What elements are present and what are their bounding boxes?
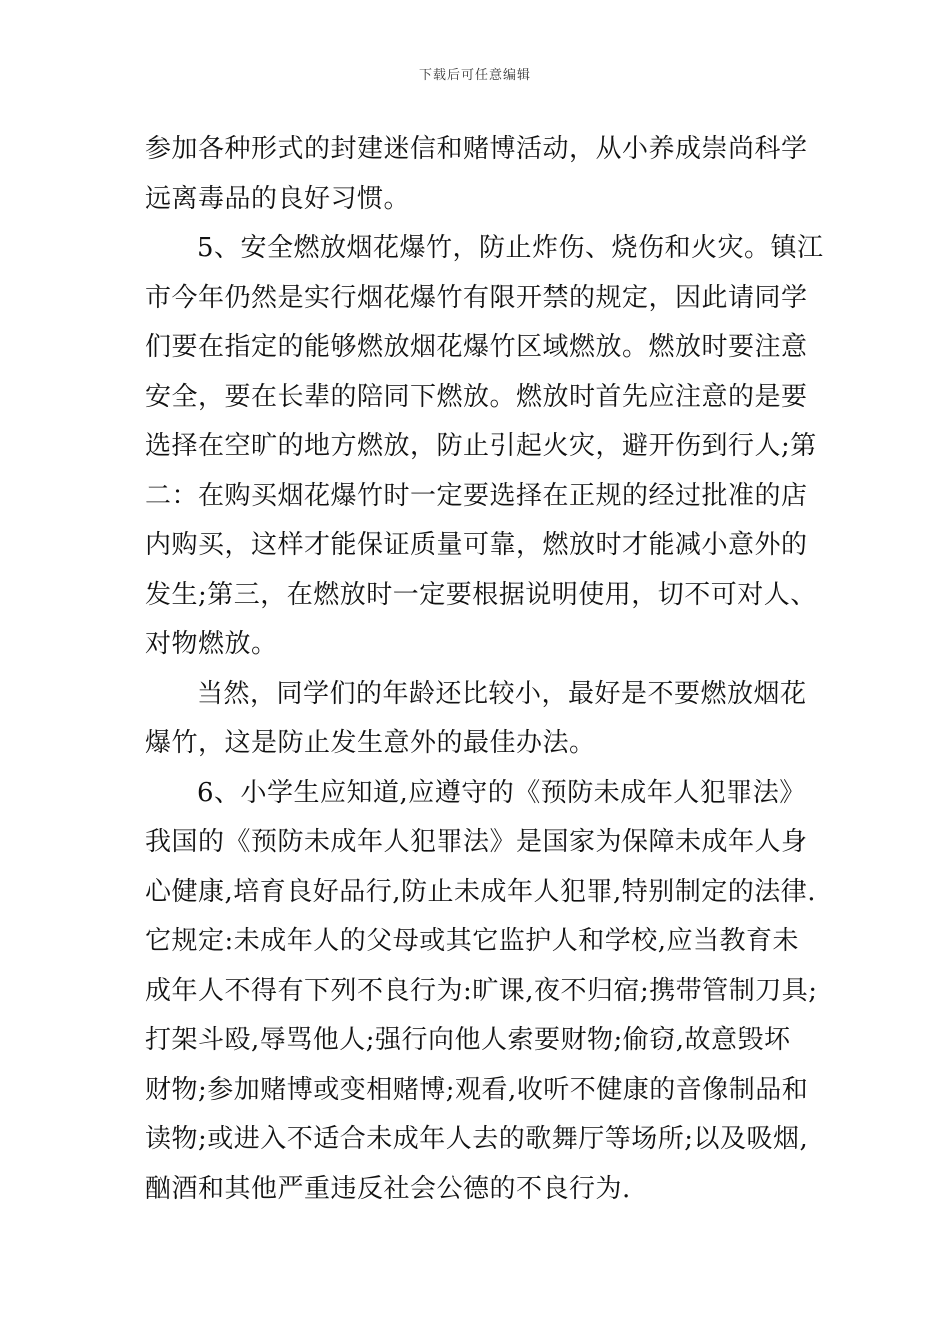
text-line: 打架斗殴,辱骂他人;强行向他人索要财物;偷窃,故意毁坏	[145, 1025, 791, 1055]
text-line: 对物燃放。	[145, 629, 278, 659]
text-line: 财物;参加赌博或变相赌博;观看,收听不健康的音像制品和	[145, 1074, 809, 1105]
text-line: 参加各种形式的封建迷信和赌博活动，从小养成崇尚科学	[145, 134, 808, 164]
text-line: 读物;或进入不适合未成年人去的歌舞厅等场所;以及吸烟,	[145, 1124, 809, 1154]
text-line: 我国的《预防未成年人犯罪法》是国家为保障未成年人身	[145, 827, 808, 857]
document-body	[145, 125, 825, 1214]
text-line: 们要在指定的能够燃放烟花爆竹区域燃放。燃放时要注意	[145, 332, 808, 362]
text-line: 心健康,培育良好品行,防止未成年人犯罪,特别制定的法律.	[145, 876, 817, 907]
text-line: 发生;第三，在燃放时一定要根据说明使用，切不可对人、	[145, 579, 817, 610]
text-line: 内购买，这样才能保证质量可靠，燃放时才能减小意外的	[145, 530, 808, 560]
text-line: 当然，同学们的年龄还比较小，最好是不要燃放烟花	[197, 678, 807, 709]
text-line: 二：在购买烟花爆竹时一定要选择在正规的经过批准的店	[145, 480, 808, 511]
text-line: 5、安全燃放烟花爆竹，防止炸伤、烧伤和火灾。镇江	[197, 233, 824, 263]
text-line: 选择在空旷的地方燃放，防止引起火灾，避开伤到行人;第	[145, 431, 817, 461]
text-line: 成年人不得有下列不良行为:旷课,夜不归宿;携带管制刀具;	[145, 975, 818, 1006]
text-line: 6、小学生应知道,应遵守的《预防未成年人犯罪法》	[197, 777, 806, 808]
text-line: 它规定:未成年人的父母或其它监护人和学校,应当教育未	[145, 926, 800, 956]
text-line: 市今年仍然是实行烟花爆竹有限开禁的规定，因此请同学	[145, 282, 808, 313]
text-line: 酗酒和其他严重违反社会公德的不良行为.	[145, 1173, 631, 1204]
text-line: 远离毒品的良好习惯。	[145, 183, 411, 214]
page-header: 下载后可任意编辑	[418, 68, 531, 83]
text-line: 安全，要在长辈的陪同下燃放。燃放时首先应注意的是要	[145, 381, 808, 412]
text-line: 爆竹，这是防止发生意外的最佳办法。	[145, 728, 596, 758]
